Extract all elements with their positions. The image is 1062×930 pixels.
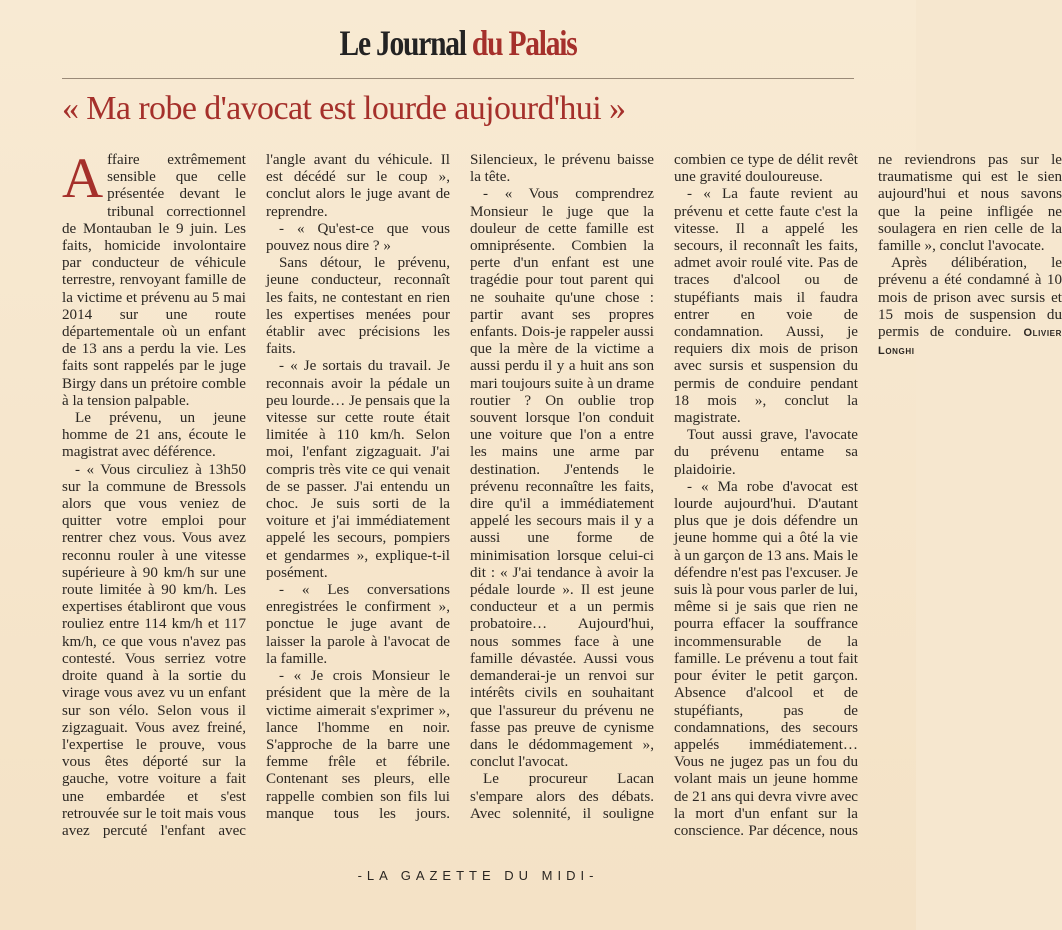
article-paragraph: Sans détour, le prévenu, jeune conducteur, reconnaît les faits, ne contestant en rien les expertises menées pour établir avec précisions les faits. — [266, 255, 450, 358]
masthead-divider — [62, 78, 854, 79]
masthead-title-main: Le Journal — [339, 23, 466, 63]
article-paragraph: Le prévenu, un jeune homme de 21 ans, écoute le magistrat avec déférence. — [62, 410, 246, 461]
masthead — [82, 22, 833, 64]
article-paragraph: - « La faute revient au prévenu et cette faute c'est la vitesse. Il a appelé les secours, il reconnaît les faits, admet avoir roulé vite. Pas de traces d'alcool ou de stupéfiants mais il faudra entrer en voie de condamnation. Aussi, je requiers dix mois de prison avec sursis et suspension du permis de conduire pendant 18 mois », conclut la magistrate. — [674, 186, 858, 427]
article-paragraph: - « Ma robe d'avocat est lourde aujourd'hui. D'autant plus que je dois défendre un jeune homme qui a ôté la vie à un garçon de 13 ans. Mais le défendre n'est pas l'excuser. Je suis là pour vous parler de lui, même si je sais que rien ne pourra effacer la souffrance incommensurable de la famille. Le prévenu a tout fait pour éviter le petit garçon. Absence d'alcool et de stupéfiants, pas de condamnations, des secours appelés immédiatement… Vous ne jugez pas un fou du volant mais un jeune homme de 21 ans qui devra vivre avec la mort d'un enfant sur la conscience. Par décence, nous ne reviendrons pas sur le traumatisme qui est le sien aujourd'hui et nous savons que la peine infligée ne soulagera en rien celle de la famille », conclut l'avocate. — [674, 152, 1062, 839]
article-paragraph: - « Vous circuliez à 13h50 sur la commune de Bressols alors que vous veniez de quitter votre emploi pour rentrer chez vous. Vous avez reconnu rouler à une vitesse supérieure à 90 km/h sur une route limitée à 90 km/h. Les expertises établiront que vous rouliez entre 114 km/h et 117 km/h, ce que vous n'avez pas contesté. Vous serriez votre droite quand à la sortie du virage vous avez vu un enfant sur son vélo. Selon vous il zigzaguait. Vous avez freiné, l'expertise le prouve, vous vous êtes déporté sur la gauche, votre voiture a fait une embardée et s'est retrouvée sur le toit mais vous avez percuté l'enfant avec l'angle avant du véhicule. Il est décédé sur le coup », conclut alors le juge avant de reprendre. — [62, 152, 450, 839]
article-paragraph: Après délibération, le prévenu a été condamné à 10 mois de prison avec sursis et 15 mois de suspension du permis de conduire. Olivier Longhi — [878, 255, 1062, 358]
article-paragraph: Le procureur Lacan s'empare alors des débats. Avec solennité, il souligne combien ce type de délit revêt une gravité douloureuse. — [470, 152, 858, 822]
article-paragraph: - « Qu'est-ce que vous pouvez nous dire ? » — [266, 220, 450, 255]
article-paragraph: - « Je crois Monsieur le président que la mère de la victime aimerait s'exprimer », lance l'homme en noir. S'approche de la barre une femme frêle et fébrile. Contenant ses pleurs, elle rappelle combien son fils lui manque tous les jours. Silencieux, le prévenu baisse la tête. — [266, 152, 654, 822]
article-paragraph: Tout aussi grave, l'avocate du prévenu entame sa plaidoirie. — [674, 427, 858, 478]
article-paragraph: Affaire extrêmement sensible que celle présentée devant le tribunal correctionnel de Montauban le 9 juin. Les faits, homicide involontaire par conducteur de véhicule terrestre, renvoyant famille de la victime et prévenu au 5 mai 2014 sur une route départementale où un enfant de 13 ans a perdu la vie. Les faits sont rappelés par le juge Birgy dans un prétoire comble à la tension palpable. — [62, 147, 246, 409]
article-headline: « Ma robe d'avocat est lourde aujourd'hui » — [62, 90, 626, 127]
article-paragraph: - « Les conversations enregistrées le confirment », ponctue le juge avant de laisser la parole à l'avocat de la famille. — [266, 582, 450, 667]
drop-cap: A — [62, 147, 104, 210]
article-body — [62, 147, 1062, 842]
article-paragraph: - « Je sortais du travail. Je reconnais avoir la pédale un peu lourde… Je pensais que la vitesse sur cette route était limitée à 110 km/h. Selon moi, l'enfant zigzaguait. J'ai compris très vite ce qui venait de se passer. J'ai entendu un choc. Je suis sorti de la voiture et j'ai immédiatement appelé les secours, pompiers et gendarmes », explique-t-il posément. — [266, 358, 451, 581]
masthead-title-accent: du Palais — [471, 23, 577, 63]
article-byline: Olivier Longhi — [878, 327, 1062, 358]
article-paragraph: - « Vous comprendrez Monsieur le juge que la douleur de cette famille est omniprésente. Combien la perte d'un enfant est une tragédie pour tout parent qui ne souhaite qu'une chose : partir avant ses propres enfants. Dois-je rappeler aussi que la mère de la victime a aussi perdu il y a huit ans son mari toujours suite à un drame routier ? On oublie trop souvent lorsque l'on conduit une voiture que l'on a entre les mains une arme par destination. J'entends le prévenu reconnaître les faits, dire qu'il a immédiatement appelé les secours mais il y a aussi une forme de minimisation lorsque celui-ci dit : « J'ai tendance à avoir la pédale lourde ». Il est jeune conducteur et a un permis probatoire… Aujourd'hui, nous sommes face à une famille dévastée. Aussi vous demanderai-je un renvoi sur intérêts civils en souhaitant que l'assureur du prévenu ne fasse pas preuve de cynisme dans le dédommagement », conclut l'avocat. — [470, 186, 655, 771]
publication-footer: -LA GAZETTE DU MIDI- — [357, 868, 599, 883]
